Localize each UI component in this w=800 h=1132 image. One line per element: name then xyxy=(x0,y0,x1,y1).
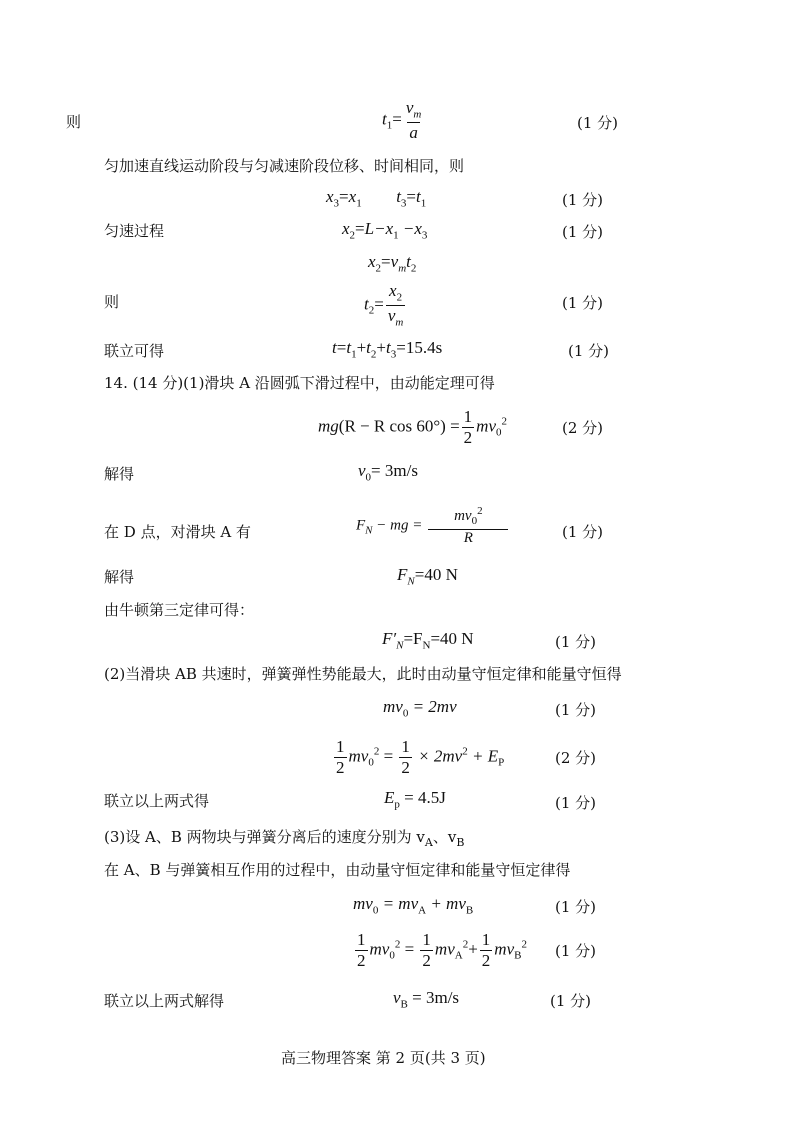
line-label: 在 D 点，对滑块 A 有 xyxy=(104,523,251,541)
score: (1 分) xyxy=(555,898,597,916)
paragraph-text: 由牛顿第三定律可得： xyxy=(104,601,255,619)
formula-newton-third: $F'_N=F_N=40$ N xyxy=(382,629,474,652)
line-label: 联立以上两式得 xyxy=(104,792,210,810)
formula-momentum-3: $mv_0 = mv_A + mv_B$ xyxy=(353,894,474,917)
formula-energy-2: $\frac{1}{2}$ $mv_0^2$ = $\frac{1}{2}$ × $2mv^2 + E_P$ xyxy=(336,737,505,777)
score: (1 分) xyxy=(562,294,604,312)
score: (1 分) xyxy=(562,223,604,241)
formula-x2: $x_2=L-x_1 -x_3$ xyxy=(342,219,428,242)
line-label: 解得 xyxy=(104,465,135,483)
line-label: 则 xyxy=(104,293,120,311)
score: (1 分) xyxy=(568,342,610,360)
formula-v0: $v_0= 3m/s$ xyxy=(358,461,418,484)
formula-momentum-1: $mv_0 = 2mv$ xyxy=(383,697,457,720)
formula-vb: $v_B = 3m/s$ xyxy=(393,988,460,1011)
paragraph-text: 在 A、B 与弹簧相互作用的过程中，由动量守恒定律和能量守恒定律得 xyxy=(104,861,571,879)
paragraph-text: (2)当滑块 AB 共速时，弹簧弹性势能最大，此时由动量守恒定律和能量守恒得 xyxy=(104,665,622,683)
page-footer: 高三物理答案 第 2 页(共 3 页) xyxy=(281,1049,486,1067)
score: (1 分) xyxy=(555,794,597,812)
formula-x2-vm: $x_2=v_mt_2$ xyxy=(368,252,417,275)
formula-x3-t3: $x_3=x_1$ $t_3=t_1$ xyxy=(326,187,427,210)
formula-energy-theorem: mg(R − R cos 60°) = $\frac{1}{2}$ $mv_0^2$ xyxy=(318,407,507,447)
line-label: 匀速过程 xyxy=(104,222,165,240)
formula-fn-result: $F_N=40$ N xyxy=(397,565,458,588)
score: (1 分) xyxy=(562,191,604,209)
score: (1 分) xyxy=(550,992,592,1010)
formula-t2: $t_2=$ $\frac{x_2}{v_m}$ xyxy=(364,281,404,329)
formula-energy-3: $\frac{1}{2}$ $mv_0^2$ = $\frac{1}{2}$ $mv_A^2+$ $\frac{1}{2}$ $mv_B^2$ xyxy=(357,930,527,970)
formula-total-time: $t=t_1+t_2+t_3=15.4s$ xyxy=(332,338,443,361)
line-label: 则 xyxy=(66,113,82,131)
line-label: 联立以上两式解得 xyxy=(104,992,225,1010)
line-label: 解得 xyxy=(104,568,135,586)
score: (1 分) xyxy=(555,701,597,719)
paragraph-text: 匀加速直线运动阶段与匀减速阶段位移、时间相同，则 xyxy=(104,157,465,175)
score: (1 分) xyxy=(555,942,597,960)
score: (1 分) xyxy=(555,633,597,651)
formula-fn: $F_N$ − mg = $\frac{mv_0^2}{R}$ xyxy=(356,506,510,546)
question-heading: 14. (14 分)(1)滑块 A 沿圆弧下滑过程中，由动能定理可得 xyxy=(104,374,495,392)
score: (2 分) xyxy=(562,419,604,437)
score: (1 分) xyxy=(577,114,619,132)
formula-ep: $E_p = 4.5J$ xyxy=(384,788,446,811)
score: (2 分) xyxy=(555,749,597,767)
paragraph-text: (3)设 A、B 两物块与弹簧分离后的速度分别为 $v_A$、$v_B$ xyxy=(104,828,465,849)
formula-t1: $t_1=$ $\frac{v_m}{a}$ xyxy=(382,98,422,142)
line-label: 联立可得 xyxy=(104,342,165,360)
score: (1 分) xyxy=(562,523,604,541)
